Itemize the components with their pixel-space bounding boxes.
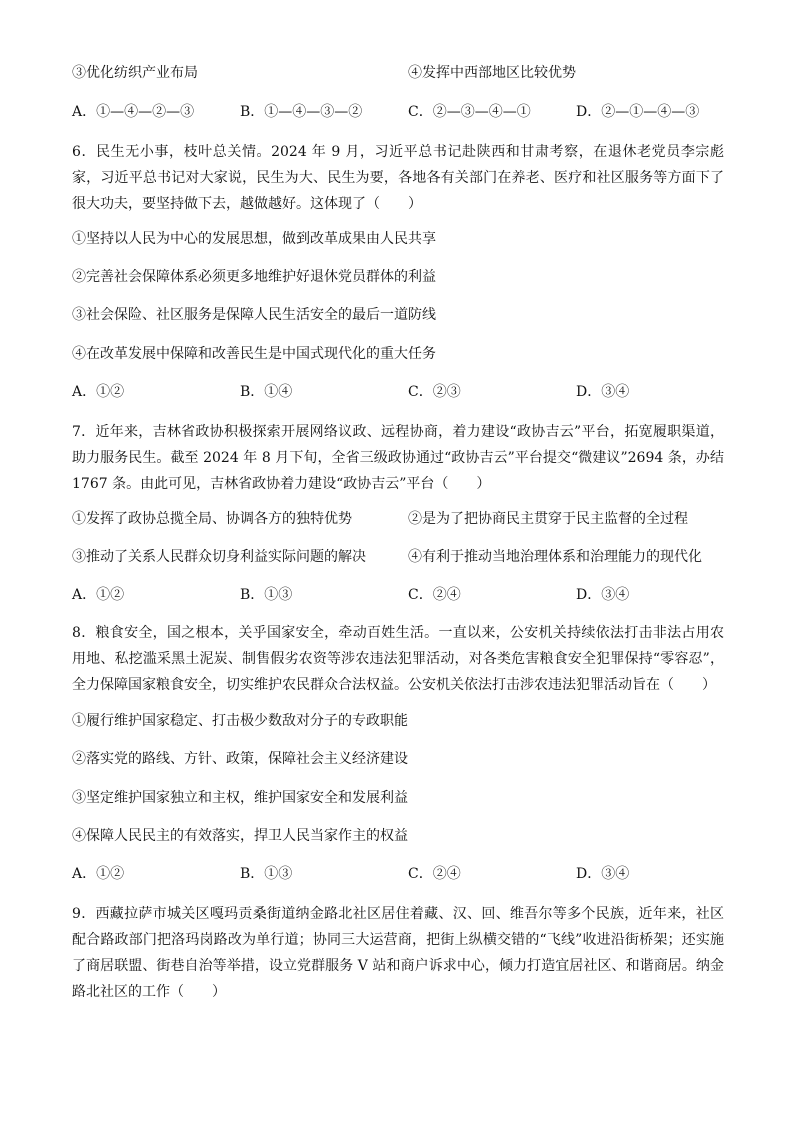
q7-choice-a[interactable]: A．①② [72,587,125,603]
q8-choice-a[interactable]: A．①② [72,866,125,882]
q5-item-4: ④发挥中西部地区比较优势 [408,65,576,81]
q7-choice-d[interactable]: D．③④ [576,587,630,603]
q7-choices-row [72,585,724,605]
q8-item-4: ④保障人民民主的有效落实，捍卫人民当家作主的权益 [72,828,408,844]
q7-options-row-2 [72,547,724,567]
q7-item-4: ④有利于推动当地治理体系和治理能力的现代化 [408,549,702,565]
q5-item-3: ③优化纺织产业布局 [72,65,198,81]
q7-stem: 7．近年来，吉林省政协积极探索开展网络议政、远程协商，着力建设“政协吉云”平台，拓宽履职渠道，助力服务民生。截至 2024 年 8 月下旬，全省三级政协通过“政协吉云”平台提交“微建议”2694 条，办结 1767 条。由此可见，吉林省政协着力建设“政协吉云”平台（ ） [72,424,724,492]
q6-choices-row [72,382,724,402]
q5-choices-row [72,102,724,122]
q7-choice-b[interactable]: B．①③ [240,587,293,603]
q5-choice-b[interactable]: B．①—④—③—② [240,104,363,120]
q8-item-1: ①履行维护国家稳定、打击极少数敌对分子的专政职能 [72,713,408,729]
q8-choice-c[interactable]: C．②④ [408,866,461,882]
q6-item-3: ③社会保险、社区服务是保障人民生活安全的最后一道防线 [72,307,436,323]
q6-item-4: ④在改革发展中保障和改善民生是中国式现代化的重大任务 [72,346,436,362]
q5-choice-a[interactable]: A．①—④—②—③ [72,104,195,120]
q6-choice-a[interactable]: A．①② [72,384,125,400]
q6-item-1: ①坚持以人民为中心的发展思想，做到改革成果由人民共享 [72,231,436,247]
q8-item-2: ②落实党的路线、方针、政策，保障社会主义经济建设 [72,751,408,767]
q8-item-3: ③坚定维护国家独立和主权，维护国家安全和发展利益 [72,790,408,806]
q7-options-row-1 [72,509,724,529]
q5-choice-d[interactable]: D．②—①—④—③ [576,104,700,120]
q7-choice-c[interactable]: C．②④ [408,587,461,603]
q6-item-2: ②完善社会保障体系必须更多地维护好退休党员群体的利益 [72,269,436,285]
q8-choices-row [72,864,724,884]
q6-choice-d[interactable]: D．③④ [576,384,630,400]
q8-choice-b[interactable]: B．①③ [240,866,293,882]
q7-item-2: ②是为了把协商民主贯穿于民主监督的全过程 [408,511,688,527]
q5-options-row [72,63,724,83]
q7-item-3: ③推动了关系人民群众切身利益实际问题的解决 [72,549,366,565]
q8-stem: 8．粮食安全，国之根本，关乎国家安全，牵动百姓生活。一直以来，公安机关持续依法打击非法占用农用地、私挖滥采黑土泥炭、制售假劣农资等涉农违法犯罪活动，对各类危害粮食安全犯罪保持“零容忍”，全力保障国家粮食安全，切实维护农民群众合法权益。公安机关依法打击涉农违法犯罪活动旨在（ ） [72,625,724,693]
q6-stem: 6．民生无小事，枝叶总关情。2024 年 9 月，习近平总书记赴陕西和甘肃考察，在退休老党员李宗彪家，习近平总书记对大家说，民生为大、民生为要，各地各有关部门在养老、医疗和社区服务等方面下了很大功夫，要坚持做下去，越做越好。这体现了（ ） [72,144,724,212]
q6-choice-c[interactable]: C．②③ [408,384,461,400]
q6-choice-b[interactable]: B．①④ [240,384,293,400]
q7-item-1: ①发挥了政协总揽全局、协调各方的独特优势 [72,511,352,527]
q5-choice-c[interactable]: C．②—③—④—① [408,104,531,120]
q8-choice-d[interactable]: D．③④ [576,866,630,882]
q9-stem: 9．西藏拉萨市城关区嘎玛贡桑街道纳金路北社区居住着藏、汉、回、维吾尔等多个民族，近年来，社区配合路政部门把洛玛岗路改为单行道；协同三大运营商，把街上纵横交错的“飞线”收进沿街桥架；还实施了商居联盟、街巷自治等举措，设立党群服务 V 站和商户诉求中心，倾力打造宜居社区、和谐商居。纳金路北社区的工作（ ） [72,906,724,1000]
